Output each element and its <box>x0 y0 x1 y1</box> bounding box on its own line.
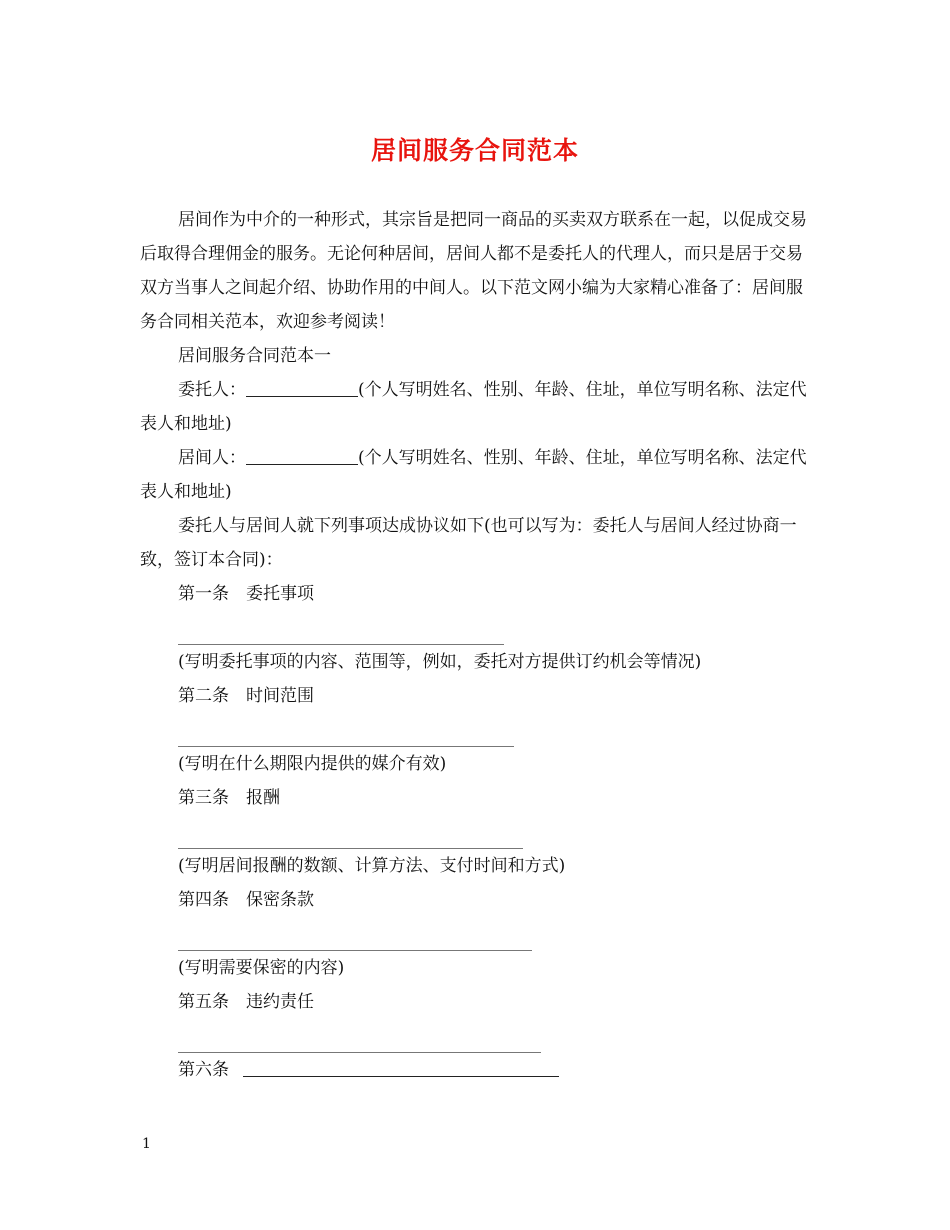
article-5-title: 第五条 违约责任 <box>178 992 314 1012</box>
principal-blank <box>246 376 358 397</box>
article-1-title: 第一条 委托事项 <box>178 584 314 604</box>
article-6-title: 第六条 <box>178 1060 229 1080</box>
article-2-blank <box>178 713 514 747</box>
broker-label: 居间人： <box>178 448 246 468</box>
broker-note: (个人写明姓名、性别、年龄、住址，单位写明名称、法定代表人和地址) <box>140 448 807 502</box>
document-body <box>140 203 812 1087</box>
article-4-title: 第四条 保密条款 <box>178 890 314 910</box>
document-title: 居间服务合同范本 <box>370 136 579 165</box>
page-number: 1 <box>142 1136 151 1152</box>
principal-label: 委托人： <box>178 380 246 400</box>
article-3-title: 第三条 报酬 <box>178 788 280 808</box>
article-4-note: (写明需要保密的内容) <box>178 958 345 978</box>
broker-blank <box>246 444 358 465</box>
agreement-paragraph: 委托人与居间人就下列事项达成协议如下(也可以写为：委托人与居间人经过协商一致，签订本合同)： <box>140 516 797 570</box>
principal-note: (个人写明姓名、性别、年龄、住址，单位写明名称、法定代表人和地址) <box>140 380 807 434</box>
intro-paragraph: 居间作为中介的一种形式，其宗旨是把同一商品的买卖双方联系在一起，以促成交易后取得合理佣金的服务。无论何种居间，居间人都不是委托人的代理人，而只是居于交易双方当事人之间起介绍、协助作用的中间人。以下范文网小编为大家精心准备了：居间服务合同相关范本，欢迎参考阅读！ <box>140 210 807 332</box>
article-5-blank <box>178 1019 541 1053</box>
article-3-note: (写明居间报酬的数额、计算方法、支付时间和方式) <box>178 856 566 876</box>
article-2-title: 第二条 时间范围 <box>178 686 314 706</box>
article-6-blank <box>243 1056 559 1077</box>
article-1-note: (写明委托事项的内容、范围等，例如，委托对方提供订约机会等情况) <box>178 652 702 672</box>
section-heading: 居间服务合同范本一 <box>178 346 331 366</box>
principal-line <box>140 373 812 441</box>
article-1-blank <box>178 611 504 645</box>
article-6-line <box>140 1053 812 1087</box>
article-4-blank <box>178 917 532 951</box>
article-3-blank <box>178 815 523 849</box>
article-2-note: (写明在什么期限内提供的媒介有效) <box>178 754 447 774</box>
broker-line <box>140 441 812 509</box>
